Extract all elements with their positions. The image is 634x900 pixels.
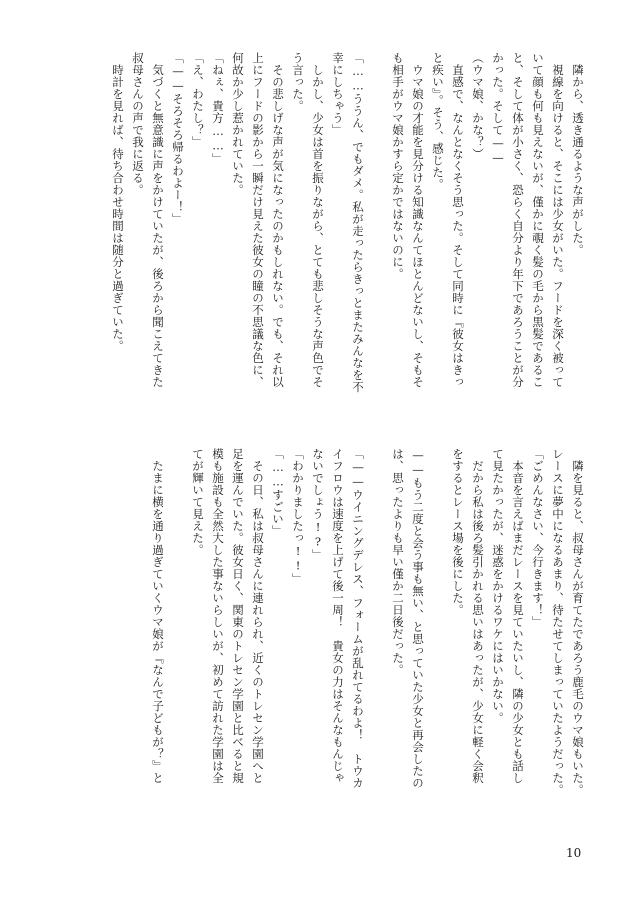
text-line: も相手がウマ娘かすら定かではないのに。 (391, 52, 405, 280)
text-line: 気づくと無意識に声をかけていたが、後ろから聞こえてきた (151, 52, 165, 388)
text-line: 「わかりましたっ!!」 (291, 448, 305, 585)
text-line: ないでしょう!?」 (311, 448, 325, 561)
text-line: その悲しげな声が気になったのかもしれない。でも、それ以 (271, 52, 285, 388)
text-line: イフロウは速度を上げて後一周！ 貴女の力はそんなもんじゃ (331, 448, 345, 784)
text-line: 「え、わたし？」 (191, 52, 205, 148)
text-line: しかし、少女は首を振りながら、とても悲しそうな声色でそ (311, 52, 325, 388)
text-line: は、思ったよりも早い僅か二日後だった。 (391, 448, 405, 676)
text-line: 「……すごい」 (271, 448, 285, 537)
text-line: （ウマ娘、かな？） (471, 52, 485, 160)
text-line: 叔母さんの声で我に返る。 (131, 52, 145, 196)
text-line (368, 52, 388, 397)
text-line (428, 448, 448, 813)
text-line: レースに夢中になるあまり、待たせてしまっていたようだった。 (551, 448, 565, 796)
text-line: 本音を言えばまだレースを見ていたいし、隣の少女とも話し (511, 448, 525, 784)
text-line: 視線を向けると、そこには少女がいた。フードを深く被って (551, 52, 565, 388)
text-line: てが輝いて見えた。 (191, 448, 205, 556)
text-line: 「ねぇ、貴方……」 (211, 52, 225, 165)
text-line: と疾い』。そう、感じた。 (431, 52, 445, 191)
text-line: 隣から、透き通るような声がした。 (571, 52, 585, 256)
text-line: 時計を見れば、待ち合わせ時間は随分と過ぎていた。 (111, 52, 125, 352)
text-line: 模も施設も全然大した事ないらしいが、初めて訪れた学園は全 (211, 448, 225, 784)
text-line: ウマ娘の才能を見分ける知識なんてほとんどないし、そもそ (411, 52, 425, 388)
text-line: 幸にしちゃう」 (331, 52, 345, 136)
text-line (168, 448, 188, 813)
text-line: と、そして体が小さく、恐らく自分より年下であろうことが分 (511, 52, 525, 388)
text-line: 何故か少し惹かれていた。 (231, 52, 245, 196)
text-line: だから私は後ろ髪引かれる思いはあったが、少女に軽く会釈 (471, 448, 485, 784)
lower-text-block (148, 448, 588, 813)
text-line: う言った。 (291, 52, 305, 112)
text-line: 「ごめんなさい、今行きます！」 (531, 448, 545, 628)
text-line: 「……ううん、でもダメ。私が走ったらきっとまたみんなを不 (351, 52, 365, 393)
text-line: て見たかったが、迷惑をかけるワケにはいかない。 (491, 448, 505, 724)
text-line: いて顔も何も見えないが、僅かに覗く髪の毛から黒髪であるこ (531, 52, 545, 388)
text-line (368, 448, 388, 813)
text-line: 直感で、なんとなくそう思った。そして同時に『彼女はきっ (451, 52, 465, 388)
text-line: 上にフードの影から一瞬だけ見えた彼女の瞳の不思議な色に、 (251, 52, 265, 388)
text-line: かった。そして—— (491, 52, 505, 165)
page-number: 10 (566, 846, 582, 860)
text-line: たまに横を通り過ぎていくウマ娘が『なんで子どもが？』と (151, 448, 165, 784)
text-line: 「——ウイニングデレス、フォームが乱れてるわよ！ トウカ (351, 448, 365, 789)
text-line: その日、私は叔母さんに連れられ、近くのトレセン学園へと (251, 448, 265, 784)
text-line: 隣を見ると、叔母さんが育てたであろう鹿毛のウマ娘もいた。 (571, 448, 585, 796)
upper-text-block (108, 52, 588, 397)
text-line: ——もう二度と会う事も無い、と思っていた少女と再会したの (411, 448, 425, 789)
text-line: をするとレース場を後にした。 (451, 448, 465, 616)
text-line: 「——そろそろ帰るわよー！」 (171, 52, 185, 225)
text-line: 足を運んでいた。彼女日く、関東のトレセン学園と比べると規 (231, 448, 245, 784)
